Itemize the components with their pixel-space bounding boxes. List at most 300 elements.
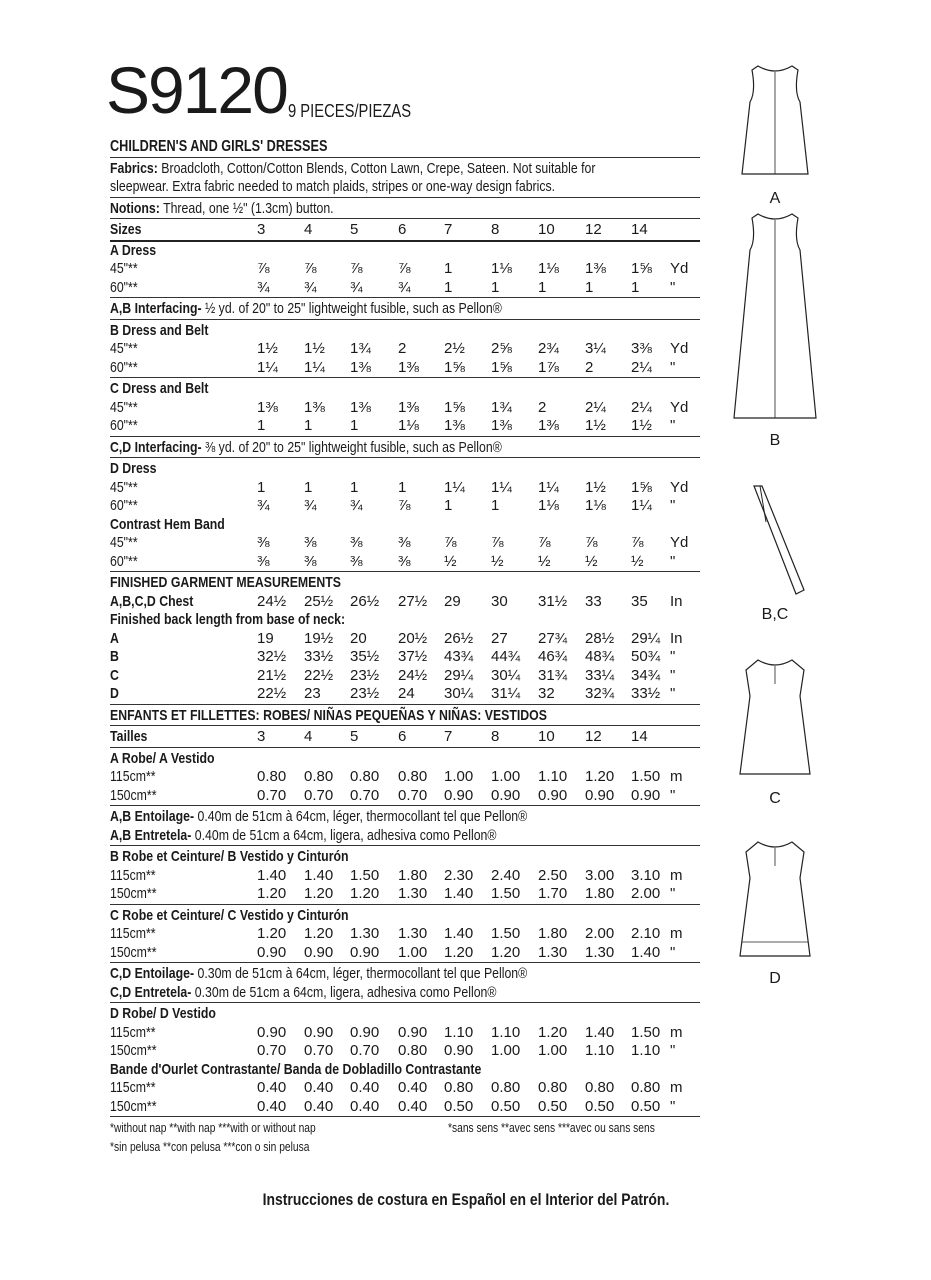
cell-value: 48¾ [585,648,615,665]
yardage-chart [110,138,700,1156]
cell-value: 0.90 [350,1023,380,1041]
cell-value: 1.10 [444,1023,474,1041]
heading-text: C Dress and Belt [110,380,209,397]
text-line [110,439,700,459]
table-row [110,593,700,612]
cell-value: 19½ [304,629,334,647]
cell-value: 1.30 [538,943,568,961]
cell-value: 1.50 [631,768,661,785]
cell-value: 10 [538,728,555,745]
cell-value: 24½ [398,666,428,684]
cell-value: 3.10 [631,866,661,884]
cell-value: 1.00 [491,768,521,785]
text-line [110,200,700,220]
unit: " [670,1097,676,1115]
row-label: 60"** [110,417,138,434]
unit: m [670,925,683,942]
cell-value: 1½ [257,340,278,357]
text-body: ½ yd. of 20" to 25" lightweight fusible, such as Pellon® [201,300,502,317]
cell-value: 1.20 [304,885,334,902]
cell-value: ½ [491,552,504,570]
row-label: 60"** [110,497,138,514]
cell-value: 24½ [257,592,287,610]
unit: In [670,629,683,647]
view-c-sketch [730,656,820,781]
cell-value: 2.10 [631,925,661,942]
cell-value: 1.50 [350,866,380,884]
cell-value: 0.70 [350,1042,380,1059]
cell-value: 27½ [398,592,428,610]
table-row [110,648,700,667]
cell-value: 1 [444,497,453,514]
unit: Yd [670,340,689,357]
cell-value: ⅜ [398,552,411,570]
row-label: 60"** [110,358,138,376]
cell-value: 0.40 [304,1097,334,1115]
cell-value: 0.80 [444,1079,474,1096]
cell-value: 0.80 [398,768,428,785]
view-label: B [769,432,781,449]
cell-value: 2.00 [585,925,615,942]
cell-value: 0.40 [398,1097,428,1115]
table-row [110,534,700,553]
cell-value: 1.50 [491,925,521,942]
table-row [110,1098,700,1118]
cell-value: ¾ [257,278,270,296]
cell-value: 0.70 [257,786,287,804]
cell-value: 1.30 [398,925,428,942]
unit: In [670,592,683,610]
text-line [110,965,700,984]
cell-value: 1.20 [538,1023,568,1041]
section-heading [110,322,700,341]
text-content [110,300,502,319]
cell-value: 0.90 [257,1023,287,1041]
cell-value: 1 [304,478,313,496]
text-line [110,984,700,1004]
text-body: 0.30m de 51cm à 64cm, léger, thermocollant tel que Pellon® [194,965,528,982]
text-label: Fabrics: [110,159,158,177]
text-content [110,984,496,1003]
cell-value: 1⅞ [538,358,559,376]
row-label: 115cm** [110,1023,156,1041]
cell-value: 0.80 [491,1079,521,1096]
table-row [110,340,700,359]
unit: " [670,278,676,296]
unit: " [670,648,676,665]
cell-value: 1.20 [304,925,334,942]
cell-value: 0.80 [350,768,380,785]
cell-value: 0.70 [350,786,380,804]
cell-value: 31¾ [538,666,568,684]
cell-value: ⅞ [398,497,411,514]
cell-value: 8 [491,728,500,745]
cell-value: 1.20 [350,885,380,902]
cell-value: 1⅜ [398,398,419,416]
table-row [110,667,700,686]
cell-value: 0.50 [631,1097,661,1115]
row-label: A [110,629,119,647]
cell-value: 2¼ [585,398,606,416]
footnote-english: *without nap **with nap ***with or without nap [110,1121,316,1135]
cell-value: 0.50 [491,1097,521,1115]
row-label: D [110,685,119,702]
cell-value: 4 [304,728,313,745]
cell-value: 1⅜ [304,398,325,416]
cell-value: 1⅜ [585,260,606,277]
cell-value: 0.40 [257,1079,287,1096]
cell-value: 1¼ [538,478,559,496]
cell-value: 1½ [304,340,325,357]
cell-value: 1.40 [304,866,334,884]
unit: " [670,943,676,961]
cell-value: 31½ [538,592,568,610]
cell-value: 0.90 [398,1023,428,1041]
row-label: 150cm** [110,943,157,961]
unit: m [670,768,683,785]
cell-value: 12 [585,221,602,238]
cell-value: 3.00 [585,866,615,884]
view-label: C [769,790,781,807]
heading-text: Bande d'Ourlet Contrastante/ Banda de Dobladillo Contrastante [110,1060,482,1078]
cell-value: 44¾ [491,648,521,665]
cell-value: 1⅝ [444,398,465,416]
cell-value: 28½ [585,629,615,647]
text-label: A,B Interfacing- [110,300,202,317]
cell-value: 0.90 [538,786,568,804]
cell-value: 29 [444,592,461,610]
cell-value: ⅜ [257,534,270,551]
table-row [110,944,700,964]
cell-value: 43¾ [444,648,474,665]
cell-value: 1.40 [585,1023,615,1041]
section-heading [110,460,700,479]
row-label: 45"** [110,398,138,416]
text-content [110,808,527,827]
view-label: B,C [761,606,789,623]
cell-value: 33½ [304,648,334,665]
cell-value: 20½ [398,629,428,647]
cell-value: 6 [398,728,407,745]
cell-value: 1 [257,417,266,434]
cell-value: 14 [631,221,648,238]
cell-value: 0.80 [304,768,334,785]
cell-value: 20 [350,629,367,647]
cell-value: 0.90 [304,943,334,961]
cell-value: ⅞ [491,534,504,551]
text-label: A,B Entoilage- [110,808,195,825]
cell-value: 32¾ [585,685,615,702]
text-content [110,827,496,846]
row-label: Tailles [110,728,148,745]
text-body: ⅜ yd. of 20" to 25" lightweight fusible, such as Pellon® [201,438,502,456]
unit: Yd [670,260,689,277]
text-line [110,178,700,198]
cell-value: 0.90 [350,943,380,961]
cell-value: ¾ [350,497,363,514]
cell-value: 1⅛ [538,260,559,277]
table-row [110,417,700,437]
pieces-count: 9 PIECES/PIEZAS [288,101,412,121]
cell-value: 1.20 [491,943,521,961]
cell-value: 1⅝ [631,478,652,496]
cell-value: 1½ [631,417,652,434]
cell-value: ⅞ [585,534,598,551]
cell-value: 2.50 [538,866,568,884]
cell-value: 1⅜ [257,398,278,416]
cell-value: 5 [350,221,359,238]
cell-value: 1 [491,497,500,514]
row-label: 115cm** [110,866,156,884]
cell-value: 50¾ [631,648,661,665]
text-label: A,B Entretela- [110,826,192,844]
row-label: 150cm** [110,1097,157,1115]
section-heading [110,907,700,926]
table-row [110,1024,700,1043]
cell-value: 7 [444,221,453,238]
cell-value: 1.00 [538,1042,568,1059]
cell-value: ¾ [304,278,317,296]
text-body: 0.30m de 51cm a 64cm, ligera, adhesiva como Pellon® [191,983,497,1001]
row-label: B [110,648,119,665]
row-label: 150cm** [110,885,157,902]
cell-value: 1 [350,478,359,496]
section-heading [110,750,700,769]
cell-value: 1⅛ [585,497,606,514]
unit: " [670,417,676,434]
cell-value: 0.70 [304,1042,334,1059]
cell-value: 0.90 [444,1042,474,1059]
cell-value: 1.70 [538,885,568,902]
cell-value: 1⅝ [444,358,465,376]
unit: " [670,358,676,376]
cell-value: 46¾ [538,648,568,665]
cell-value: 3⅜ [631,340,652,357]
heading-text: B Dress and Belt [110,321,209,339]
text-body: Broadcloth, Cotton/Cotton Blends, Cotton Lawn, Crepe, Sateen. Not suitable for [157,159,596,177]
cell-value: 0.80 [538,1079,568,1096]
cell-value: 1.30 [350,925,380,942]
cell-value: 2 [585,358,594,376]
cell-value: 1.50 [491,885,521,902]
cell-value: 1.20 [257,885,287,902]
row-label: 45"** [110,260,138,277]
cell-value: ½ [631,552,644,570]
cell-value: ⅞ [444,534,457,551]
cell-value: 0.90 [257,943,287,961]
cell-value: 2¼ [631,398,652,416]
cell-value: 2¼ [631,358,652,376]
heading-text: FINISHED GARMENT MEASUREMENTS [110,574,341,591]
cell-value: 4 [304,221,313,238]
cell-value: 0.90 [304,1023,334,1041]
cell-value: 1.80 [538,925,568,942]
cell-value: 1 [398,478,407,496]
cell-value: 25½ [304,592,334,610]
cell-value: 7 [444,728,453,745]
text-line [110,808,700,827]
row-label: 115cm** [110,925,156,942]
cell-value: 2½ [444,340,465,357]
cell-value: 2.30 [444,866,474,884]
cell-value: 14 [631,728,648,745]
cell-value: ½ [444,552,457,570]
cell-value: 2 [538,398,547,416]
cell-value: 0.50 [444,1097,474,1115]
cell-value: 0.40 [350,1097,380,1115]
pattern-number: S9120 [106,53,287,127]
cell-value: 1⅜ [444,417,465,434]
table-row [110,768,700,787]
row-label: A,B,C,D Chest [110,592,194,610]
view-label: D [769,970,781,987]
text-line [110,827,700,847]
cell-value: 1¼ [444,478,465,496]
cell-value: ½ [538,552,551,570]
cell-value: ⅜ [304,534,317,551]
cell-value: 2.40 [491,866,521,884]
cell-value: 29¼ [444,666,474,684]
row-label: C [110,666,119,684]
cell-value: 1⅜ [398,358,419,376]
table-row [110,553,700,573]
cell-value: 1½ [585,417,606,434]
cell-value: ⅞ [631,534,644,551]
text-content [110,200,334,219]
cell-value: 1.40 [631,943,661,961]
cell-value: 1⅝ [631,260,652,277]
section-heading [110,516,700,535]
text-line [110,1138,700,1157]
text-label: Notions: [110,199,160,217]
cell-value: 1 [444,260,453,277]
cell-value: 30¼ [444,685,474,702]
unit: " [670,685,676,702]
cell-value: 1⅜ [538,417,559,434]
cell-value: 1.00 [444,768,474,785]
cell-value: ¾ [257,497,270,514]
cell-value: ⅞ [398,260,411,277]
text-label: C,D Interfacing- [110,438,202,456]
cell-value: 27 [491,629,508,647]
cell-value: 1.20 [257,925,287,942]
footnote-english: *sin pelusa **con pelusa ***con o sin pelusa [110,1139,310,1154]
cell-value: 35 [631,592,648,610]
table-row [110,221,700,242]
cell-value: 27¾ [538,629,568,647]
cell-value: 1 [585,278,594,296]
table-row [110,399,700,418]
cell-value: 1.10 [538,768,568,785]
cell-value: 21½ [257,666,287,684]
section-heading [110,848,700,867]
cell-value: 0.40 [398,1079,428,1096]
cell-value: 1¾ [350,340,371,357]
cell-value: 30¼ [491,666,521,684]
heading-text: Finished back length from base of neck: [110,611,346,628]
unit: Yd [670,478,689,496]
cell-value: ⅜ [257,552,270,570]
text-body: Thread, one ½" (1.3cm) button. [159,199,334,217]
text-content [110,160,595,179]
cell-value: 19 [257,629,274,647]
cell-value: 1 [491,278,500,296]
row-label: 150cm** [110,1042,157,1059]
cell-value: 1 [350,417,359,434]
cell-value: 1.80 [398,866,428,884]
cell-value: 12 [585,728,602,745]
cell-value: 1¾ [491,398,512,416]
cell-value: ⅜ [350,534,363,551]
text-body: 0.40m de 51cm à 64cm, léger, thermocollant tel que Pellon® [194,808,528,825]
table-row [110,1042,700,1061]
unit: m [670,1023,683,1041]
cell-value: 1.40 [257,866,287,884]
cell-value: 31¼ [491,685,521,702]
row-label: 115cm** [110,1079,156,1096]
cell-value: ⅞ [257,260,270,277]
cell-value: ⅞ [304,260,317,277]
text-label: C,D Entretela- [110,983,192,1001]
cell-value: ⅞ [350,260,363,277]
cell-value: 1½ [585,478,606,496]
heading-text: Contrast Hem Band [110,515,225,533]
cell-value: 0.40 [304,1079,334,1096]
cell-value: 0.50 [538,1097,568,1115]
cell-value: ¾ [398,278,411,296]
unit: " [670,1042,676,1059]
cell-value: ⅞ [538,534,551,551]
heading-text: ENFANTS ET FILLETTES: ROBES/ NIÑAS PEQUEÑAS Y NIÑAS: VESTIDOS [110,706,547,724]
cell-value: 3¼ [585,340,606,357]
cell-value: 6 [398,221,407,238]
cell-value: 2.00 [631,885,661,902]
cell-value: 1 [538,278,547,296]
table-row [110,359,700,379]
cell-value: 0.90 [631,786,661,804]
section-heading [110,707,700,727]
unit: Yd [670,398,689,416]
cell-value: 1 [444,278,453,296]
cell-value: 10 [538,221,555,238]
cell-value: 23½ [350,685,380,702]
cell-value: 0.40 [257,1097,287,1115]
cell-value: 0.50 [585,1097,615,1115]
heading-text: A Dress [110,241,157,259]
unit: " [670,497,676,514]
cell-value: 33¼ [585,666,615,684]
cell-value: 1.10 [585,1042,615,1059]
cell-value: 0.80 [398,1042,428,1059]
cell-value: 1¼ [257,358,278,376]
text-line [110,300,700,320]
text-line [110,1119,700,1138]
cell-value: ⅜ [350,552,363,570]
cell-value: 0.90 [585,786,615,804]
cell-value: 1⅛ [538,497,559,514]
heading-text: D Dress [110,460,157,477]
cell-value: 1.30 [585,943,615,961]
unit: " [670,666,676,684]
cell-value: 1.30 [398,885,428,902]
cell-value: 1¼ [631,497,652,514]
cell-value: 5 [350,728,359,745]
unit: " [670,552,676,570]
cell-value: 22½ [257,685,287,702]
cell-value: 22½ [304,666,334,684]
cell-value: 8 [491,221,500,238]
cell-value: 1.00 [491,1042,521,1059]
